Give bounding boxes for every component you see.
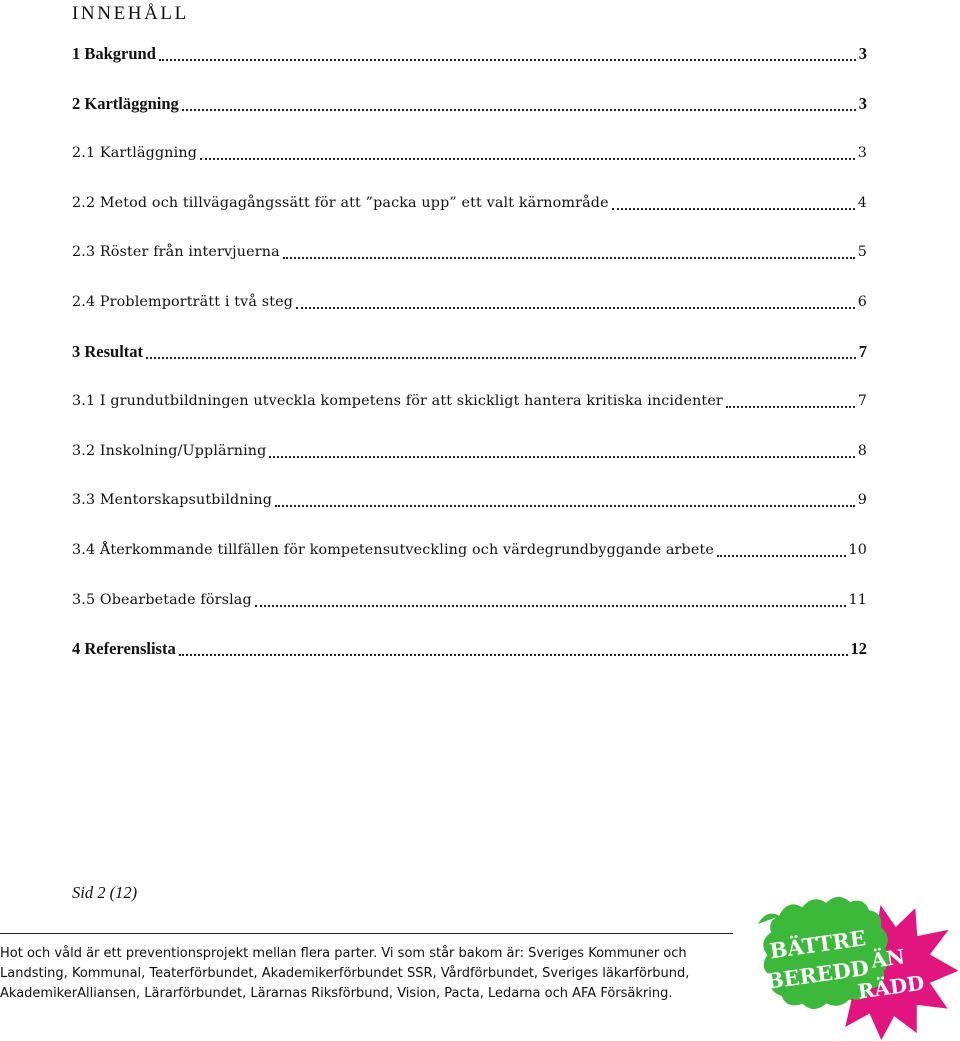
toc-entry-title: 3.4 Återkommande tillfällen för kompetensutveckling och värdegrundbyggande arbete [72, 541, 714, 558]
toc-entry-page: 4 [857, 194, 867, 211]
toc-entry[interactable] [72, 340, 867, 390]
toc-entry[interactable] [72, 240, 867, 290]
toc-dot-leader [179, 637, 848, 656]
toc-dot-leader [612, 191, 855, 210]
toc-entry[interactable] [72, 191, 867, 241]
logo-pink-line-1: ÄN [869, 944, 907, 973]
toc-entry[interactable] [72, 42, 867, 92]
toc-entry-title: 2.3 Röster från intervjuerna [72, 244, 280, 261]
toc-dot-leader [255, 588, 846, 607]
toc-heading: INNEHÅLL [72, 3, 189, 24]
toc-entry-page: 3 [858, 44, 867, 63]
toc-entry-page: 3 [858, 93, 867, 113]
toc-entry[interactable] [72, 588, 867, 638]
toc-entry-page: 7 [858, 341, 867, 361]
toc-entry[interactable] [72, 637, 867, 687]
toc-entry-page: 8 [857, 442, 867, 459]
logo-green-line-2: BEREDD [764, 954, 871, 995]
toc-entry-page: 10 [848, 541, 867, 558]
battre-beredd-logo [742, 890, 960, 1041]
logo-green-line-1: BÄTTRE [767, 925, 868, 964]
toc-entry-page: 5 [857, 244, 867, 261]
toc-dot-leader [182, 92, 856, 111]
toc-entry[interactable] [72, 290, 867, 340]
toc-entry-title: 2.1 Kartläggning [72, 145, 198, 162]
toc-entry[interactable] [72, 389, 867, 439]
toc-dot-leader [726, 389, 855, 408]
toc-entry[interactable] [72, 92, 867, 142]
toc-entry-title: 3.1 I grundutbildningen utveckla kompetens för att skickligt hantera kritiska incidenter [72, 393, 723, 410]
toc-entry-page: 7 [857, 393, 867, 410]
toc-entry-title: 2 Kartläggning [72, 93, 179, 113]
toc-entry-page: 3 [857, 145, 867, 162]
toc-dot-leader [269, 439, 854, 458]
toc-entry-title: 2.4 Problemporträtt i två steg [72, 293, 294, 310]
toc-dot-leader [717, 538, 846, 557]
logo-pink-line-2: RÄDD [856, 970, 926, 1004]
table-of-contents [72, 42, 867, 687]
toc-dot-leader [146, 340, 856, 359]
footer-line: AkademikerAlliansen, Lärarförbundet, Lärarnas Riksförbund, Vision, Pacta, Ledarna och AFA Försäkring. [0, 986, 673, 1001]
toc-dot-leader [200, 141, 855, 160]
toc-entry-page: 12 [850, 639, 867, 659]
toc-entry-title: 2.2 Metod och tillvägagångssätt för att ”packa upp” ett valt kärnområde [72, 194, 609, 211]
footer-line: Landsting, Kommunal, Teaterförbundet, Akademikerförbundet SSR, Vårdförbundet, Sveriges läkarförbund, [0, 966, 690, 981]
toc-entry-page: 11 [848, 591, 867, 608]
page-number: Sid 2 (12) [72, 883, 138, 902]
toc-entry-title: 3.5 Obearbetade förslag [72, 591, 252, 608]
toc-entry[interactable] [72, 141, 867, 191]
toc-dot-leader [283, 240, 855, 259]
toc-entry[interactable] [72, 538, 867, 588]
toc-entry-title: 3.3 Mentorskapsutbildning [72, 492, 273, 509]
toc-dot-leader [296, 290, 855, 309]
toc-entry-title: 3.2 Inskolning/Upplärning [72, 442, 267, 459]
toc-entry-title: 3 Resultat [72, 341, 144, 361]
toc-entry-title: 1 Bakgrund [72, 44, 156, 63]
toc-entry-title: 4 Referenslista [72, 639, 176, 659]
footer-line: Hot och våld är ett preventionsprojekt mellan flera parter. Vi som står bakom är: Sveriges Kommuner och [0, 946, 687, 961]
toc-entry-page: 9 [857, 492, 867, 509]
toc-entry[interactable] [72, 439, 867, 489]
toc-entry[interactable] [72, 488, 867, 538]
footer-divider [0, 933, 733, 934]
footer-text [0, 944, 760, 1004]
toc-dot-leader [275, 488, 855, 507]
toc-entry-page: 6 [857, 293, 867, 310]
toc-dot-leader [159, 42, 856, 61]
